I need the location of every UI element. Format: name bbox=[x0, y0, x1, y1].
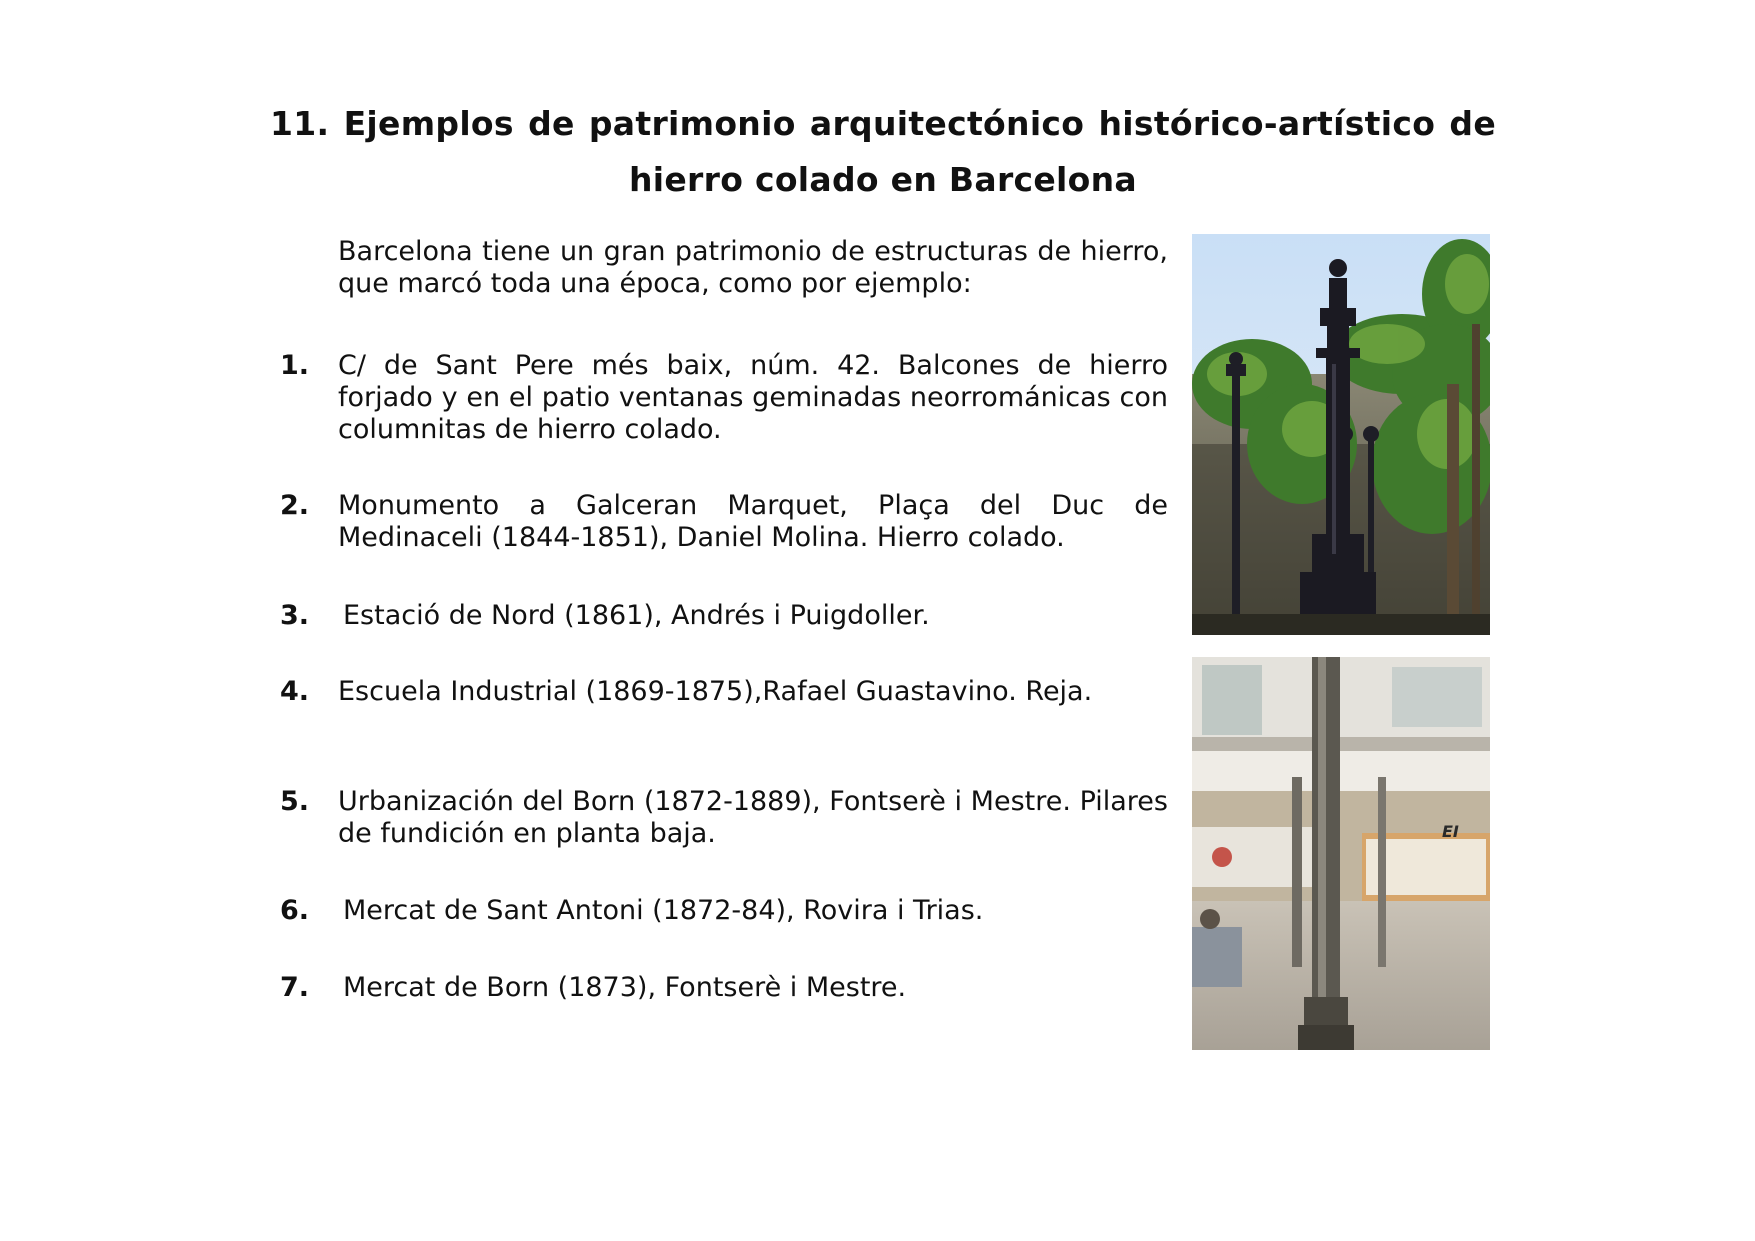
interior-photo bbox=[1192, 657, 1490, 1050]
list-item-text: Escuela Industrial (1869-1875),Rafael Guastavino. Reja. bbox=[338, 676, 1093, 707]
list-item-number: 6. bbox=[280, 895, 310, 926]
list-item-number: 5. bbox=[280, 786, 310, 817]
title-line-1: 11. Ejemplos de patrimonio arquitectónico histórico-artístico de bbox=[270, 104, 1496, 143]
title-line-2: hierro colado en Barcelona bbox=[628, 160, 1138, 199]
interior-sign-text: EI bbox=[1442, 822, 1459, 841]
list-item-number: 3. bbox=[280, 600, 310, 631]
intro-paragraph: Barcelona tiene un gran patrimonio de estructuras de hierro, que marcó toda una época, como por ejemplo: bbox=[338, 236, 1168, 299]
list-item-text: Estació de Nord (1861), Andrés i Puigdoller. bbox=[343, 600, 930, 631]
list-item-number: 1. bbox=[280, 350, 310, 381]
list-item-text: Mercat de Sant Antoni (1872-84), Rovira i Trias. bbox=[343, 895, 984, 926]
list-item-number: 4. bbox=[280, 676, 310, 707]
list-item-text: Mercat de Born (1873), Fontserè i Mestre. bbox=[343, 972, 907, 1003]
list-item-text: Urbanización del Born (1872-1889), Fontserè i Mestre. Pilares de fundición en planta baja. bbox=[338, 786, 1168, 849]
list-item-text: Monumento a Galceran Marquet, Plaça del Duc de Medinaceli (1844-1851), Daniel Molina. Hierro colado. bbox=[338, 490, 1168, 553]
list-item-number: 2. bbox=[280, 490, 310, 521]
list-item-number: 7. bbox=[280, 972, 310, 1003]
list-item-text: C/ de Sant Pere més baix, núm. 42. Balcones de hierro forjado y en el patio ventanas geminadas neorrománicas con columnitas de hierro colado. bbox=[338, 350, 1168, 445]
page-title bbox=[270, 96, 1496, 208]
monument-photo bbox=[1192, 234, 1490, 635]
